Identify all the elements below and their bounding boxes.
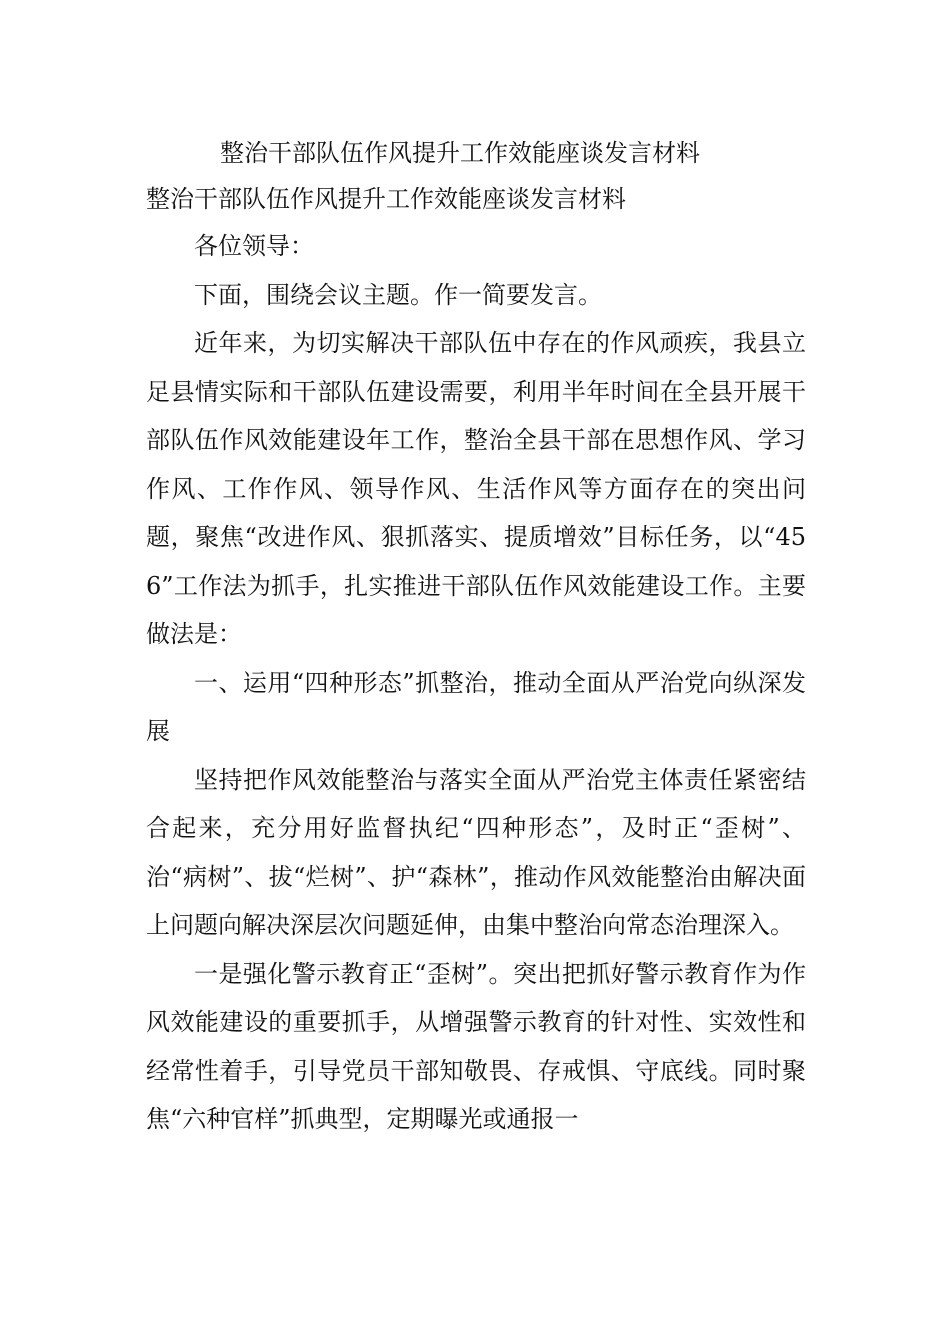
paragraph-intro: 下面，围绕会议主题。作一简要发言。 (194, 280, 602, 309)
paragraph-background: 近年来，为切实解决干部队伍中存在的作风顽疾，我县立足县情实际和干部队伍建设需要，利用半年时间在全县开展干部队伍作风效能建设年工作，整治全县干部在思想作风、学习作风、工作作风、领导作风、生活作风等方面存在的突出问题，聚焦“改进作风、狠抓落实、提质增效”目标任务，以“456”工作法为抓手，扎实推进干部队伍作风效能建设工作。主要做法是： (146, 329, 806, 648)
paragraph-section-one: 坚持把作风效能整治与落实全面从严治党主体责任紧密结合起来，充分用好监督执纪“四种形态”，及时正“歪树”、治“病树”、拔“烂树”、护“森林”，推动作风效能整治由解决面上问题向解决深层次问题延伸，由集中整治向常态治理深入。 (146, 765, 806, 939)
salutation: 各位领导： (194, 232, 314, 260)
section-heading-one: 一、运用“四种形态”抓整治，推动全面从严治党向纵深发展 (146, 668, 806, 745)
document-page (146, 130, 806, 1144)
paragraph-point-one: 一是强化警示教育正“歪树”。突出把抓好警示教育作为作风效能建设的重要抓手，从增强警示教育的针对性、实效性和经常性着手，引导党员干部知敬畏、存戒惧、守底线。同时聚焦“六种官样”抓典型，定期曝光或通报一 (146, 959, 806, 1133)
document-title: 整治干部队伍作风提升工作效能座谈发言材料 (220, 139, 700, 167)
document-subtitle: 整治干部队伍作风提升工作效能座谈发言材料 (146, 185, 626, 213)
